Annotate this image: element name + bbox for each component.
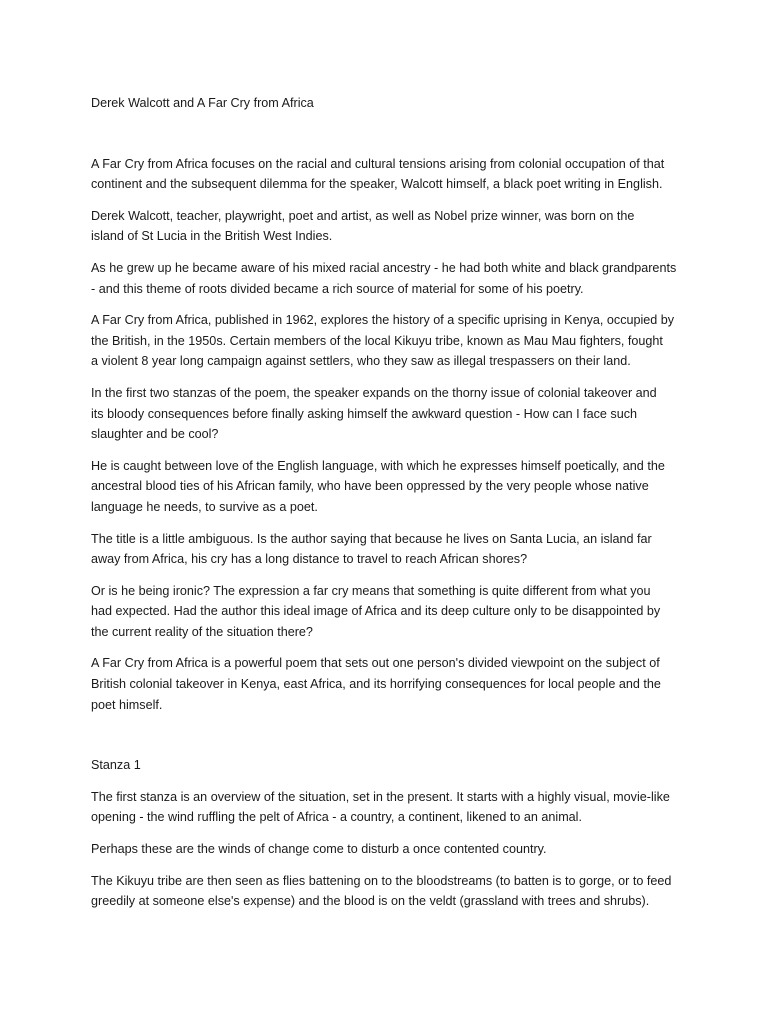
paragraph-line: the current reality of the situation there? [91,624,313,639]
paragraph-line: away from Africa, his cry has a long distance to travel to reach African shores? [91,552,528,567]
stanza-paragraph [91,787,691,828]
paragraph-line: A Far Cry from Africa, published in 1962, explores the history of a specific uprising in Kenya, occupied by [91,313,675,328]
intro-paragraph [91,258,691,299]
intro-paragraph [91,529,691,570]
paragraph-line: continent and the subsequent dilemma for the speaker, Walcott himself, a black poet writing in English. [91,177,663,192]
paragraph-line: poet himself. [91,697,163,712]
paragraph-line: As he grew up he became aware of his mixed racial ancestry - he had both white and black grandparents [91,260,677,275]
intro-paragraph [91,154,691,195]
section-spacer [91,726,691,755]
paragraph-line: A Far Cry from Africa is a powerful poem that sets out one person's divided viewpoint on the subject of [91,656,660,671]
intro-section [91,154,691,716]
paragraph-line: the British, in the 1950s. Certain members of the local Kikuyu tribe, known as Mau Mau fighters, fought [91,333,663,348]
paragraph-line: Perhaps these are the winds of change come to disturb a once contented country. [91,842,547,857]
intro-paragraph [91,310,691,372]
intro-paragraph [91,653,691,715]
intro-paragraph [91,456,691,518]
section-heading-stanza-1: Stanza 1 [91,758,141,773]
paragraph-line: island of St Lucia in the British West Indies. [91,229,333,244]
paragraph-line: slaughter and be cool? [91,427,219,442]
intro-paragraph [91,383,691,445]
stanza-paragraph [91,839,691,860]
paragraph-line: had expected. Had the author this ideal image of Africa and its deep culture only to be disappointed by [91,604,661,619]
document-title: Derek Walcott and A Far Cry from Africa [91,96,314,110]
stanza-paragraph [91,871,691,912]
paragraph-line: The first stanza is an overview of the situation, set in the present. It starts with a highly visual, movie-like [91,789,670,804]
paragraph-line: a violent 8 year long campaign against settlers, who they saw as illegal trespassers on their land. [91,354,631,369]
intro-paragraph [91,581,691,643]
paragraph-line: ancestral blood ties of his African family, who have been oppressed by the very people whose native [91,479,649,494]
paragraph-line: British colonial takeover in Kenya, east Africa, and its horrifying consequences for local people and the [91,677,661,692]
paragraph-line: In the first two stanzas of the poem, the speaker expands on the thorny issue of colonial takeover and [91,385,657,400]
paragraph-line: greedily at someone else's expense) and the blood is on the veldt (grassland with trees and shrubs). [91,894,650,909]
paragraph-line: opening - the wind ruffling the pelt of Africa - a country, a continent, likened to an animal. [91,810,582,825]
paragraph-line: Or is he being ironic? The expression a far cry means that something is quite different from what you [91,583,651,598]
document-body [91,93,691,923]
paragraph-line: A Far Cry from Africa focuses on the racial and cultural tensions arising from colonial occupation of that [91,156,665,171]
paragraph-line: The Kikuyu tribe are then seen as flies battening on to the bloodstreams (to batten is to gorge, or to feed [91,873,672,888]
paragraph-line: He is caught between love of the English language, with which he expresses himself poetically, and the [91,458,665,473]
paragraph-line: language he needs, to survive as a poet. [91,499,318,514]
paragraph-line: The title is a little ambiguous. Is the author saying that because he lives on Santa Lucia, an island far [91,531,652,546]
paragraph-line: its bloody consequences before finally asking himself the awkward question - How can I face such [91,406,638,421]
paragraph-line: Derek Walcott, teacher, playwright, poet and artist, as well as Nobel prize winner, was born on the [91,208,635,223]
paragraph-line: - and this theme of roots divided became a rich source of material for some of his poetry. [91,281,584,296]
stanza-1-section [91,787,691,912]
intro-paragraph [91,206,691,247]
